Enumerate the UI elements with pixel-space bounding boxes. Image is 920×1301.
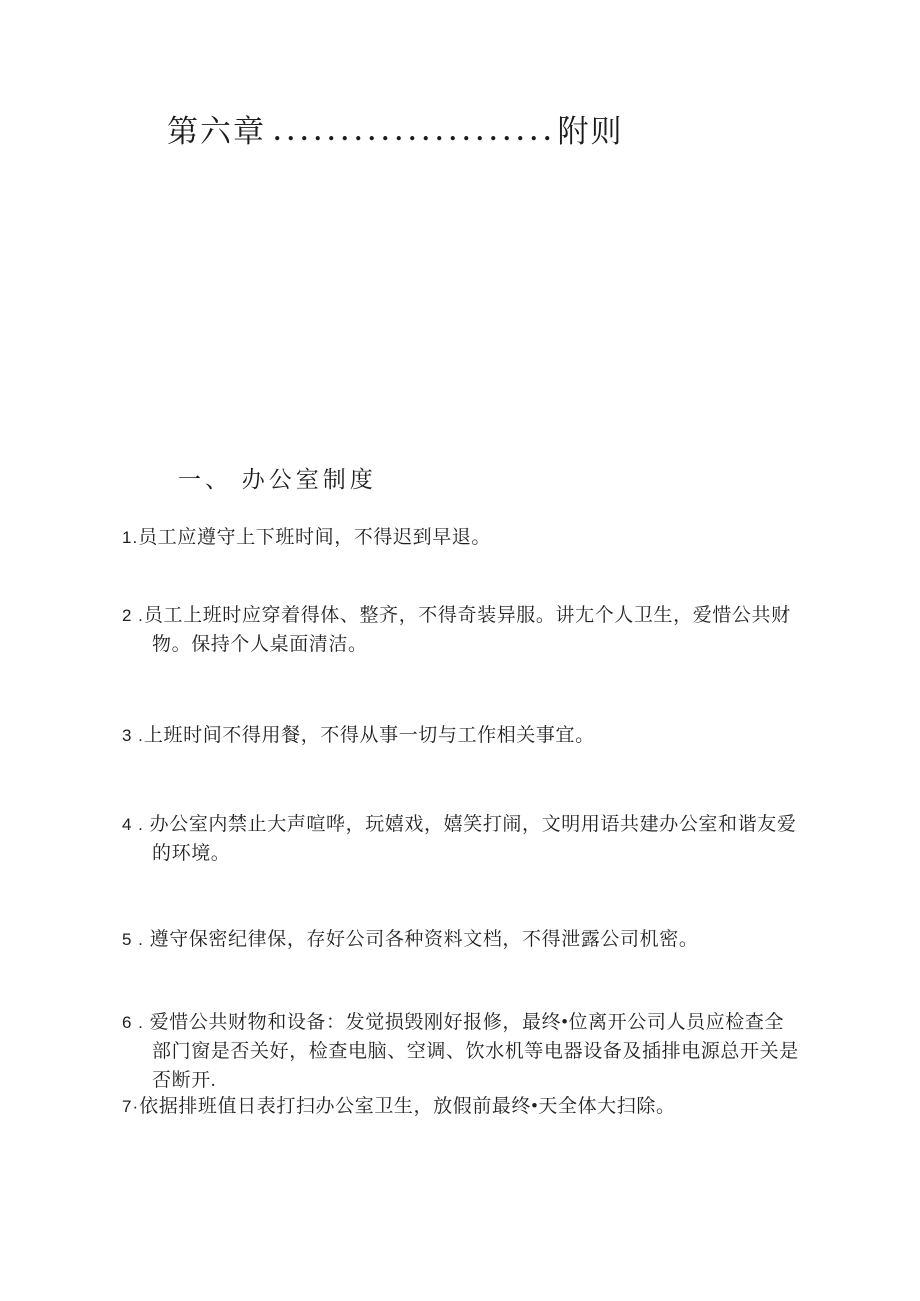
item-3-text: 上班时间不得用餐，不得从事一切与工作相关事宜。 [143,725,595,746]
item-2-number: 2 . [122,606,144,625]
rule-item-5 [122,925,800,954]
rule-item-4 [122,810,800,868]
item-7-number: 7· [122,1097,140,1116]
item-1-text: 员工应遵守上下班时间，不得迟到早退。 [138,527,491,548]
chapter-number-text: 第六章 [167,114,266,149]
section-title: 一、 办公室制度 [178,467,377,492]
item-5-number: 5 . [122,930,150,949]
item-3-number: 3 . [122,726,144,745]
rule-item-3 [122,721,800,750]
rule-item-6 [122,1008,800,1095]
item-1-number: 1. [122,528,139,547]
item-2-text: 员工上班时应穿着得体、整齐，不得奇装异服。讲尢个人卫生，爱惜公共财物。保持个人桌面清洁。 [143,605,791,655]
chapter-title-text: 附则 [557,114,624,149]
item-4-text: 办公室内禁止大声喧哗，玩嬉戏，嬉笑打闹，文明用语共建办公室和谐友爱的环境。 [149,814,797,864]
item-6-text: 爱惜公共财物和设备：发觉损毁刚好报修，最终•位离开公司人员应检查全部门窗是否关好，检查电脑、空调、饮水机等电器设备及插排电源总开关是否断开. [149,1012,799,1091]
dot-leader: ..................... [274,117,558,146]
item-6-number: 6 . [122,1013,150,1032]
rule-item-1 [122,523,800,552]
item-7-text: 依据排班值日表打扫办公室卫生，放假前最终•天全体大扫除。 [139,1096,676,1117]
chapter-heading [167,106,624,151]
rule-item-7 [122,1092,800,1121]
item-4-number: 4 . [122,815,150,834]
item-5-text: 遵守保密纪律保，存好公司各种资料文档，不得泄露公司机密。 [149,929,699,950]
rule-item-2 [122,601,800,659]
